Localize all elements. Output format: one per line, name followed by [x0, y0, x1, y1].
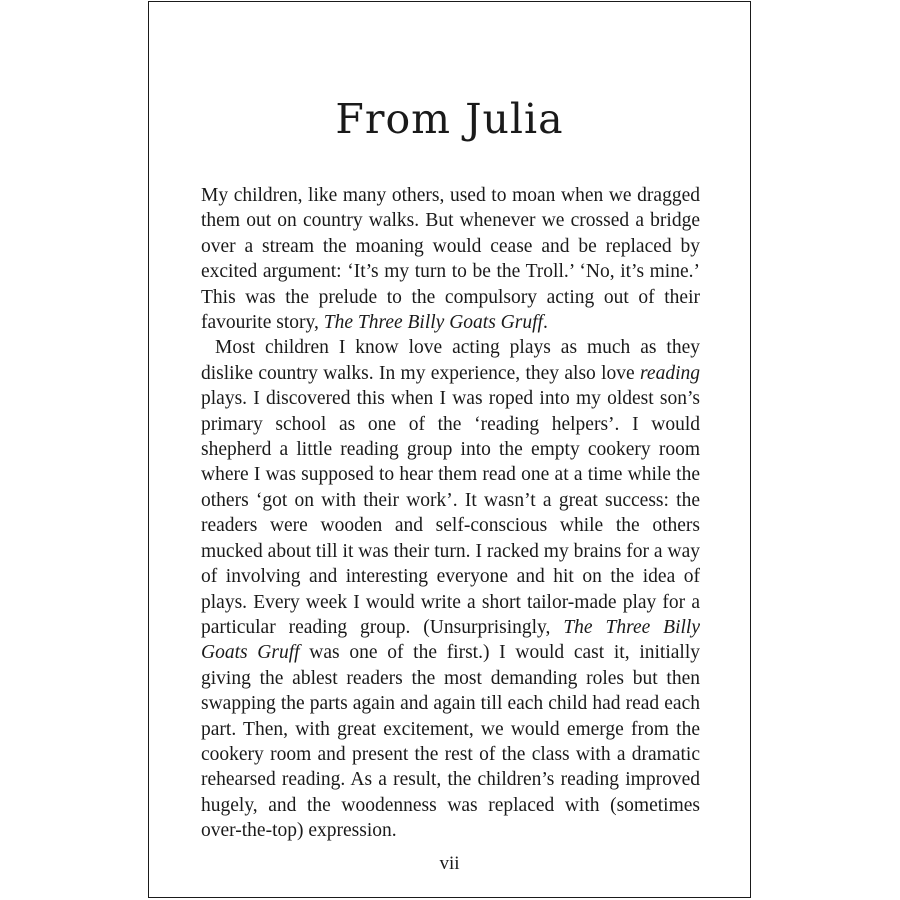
paragraph-1: [201, 183, 700, 335]
book-title-italic: The Three Billy Goats Gruff: [323, 312, 543, 334]
paragraph-2: [201, 335, 700, 843]
page-number: vii: [439, 853, 460, 874]
chapter-title: From Julia: [335, 95, 564, 143]
book-title-italic: The Three Billy Goats Gruff: [201, 616, 701, 664]
text-run: Most children I know love acting plays as much as they dislike country walks. In my experience, they also love: [201, 337, 700, 384]
body-text: [201, 183, 700, 844]
text-run: My children, like many others, used to moan when we dragged them out on country walks. But whenever we crossed a bridge over a stream the moaning would cease and be replaced by excited argument: ‘It’s my turn to be the Troll.’ ‘No, it’s mine.’ This was the prelude to the compulsory acting out of their favourite story,: [201, 185, 700, 334]
text-run: plays. I discovered this when I was roped into my oldest son’s primary school as one of the ‘reading helpers’. I would shepherd a little reading group into the empty cookery room where I was supposed to hear them read one at a time while the others ‘got on with their work’. It wasn’t a great success: the readers were wooden and self-conscious while the others mucked about till it was their turn. I racked my brains for a way of involving and interesting everyone and hit on the idea of plays. Every week I would write a short tailor-made play for a particular reading group. (Unsurprisingly,: [201, 388, 700, 638]
emphasis-italic: reading: [640, 362, 700, 384]
text-run: was one of the first.) I would cast it, initially giving the ablest readers the most demanding roles but then swapping the parts again and again till each child had read each part. Then, with great excitement, we would emerge from the cookery room and present the rest of the class with a dramatic rehearsed reading. As a result, the children’s reading improved hugely, and the woodenness was replaced with (sometimes over-the-top) expression.: [201, 642, 700, 842]
book-page: [148, 1, 751, 898]
text-run: .: [542, 312, 548, 334]
